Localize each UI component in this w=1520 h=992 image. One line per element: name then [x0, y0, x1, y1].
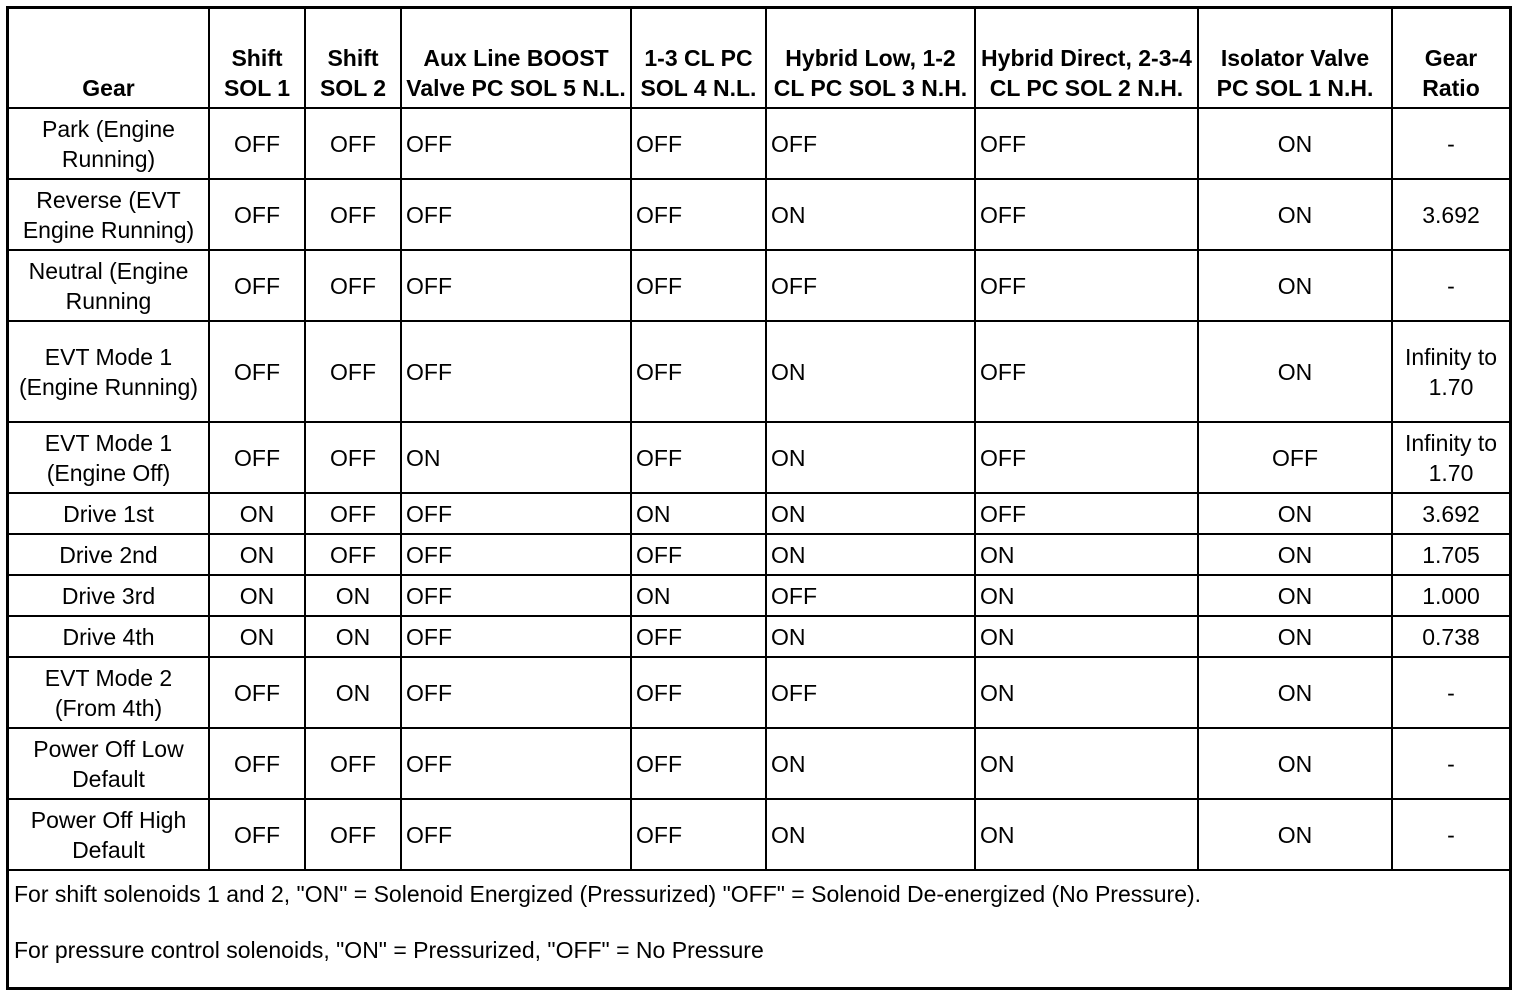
gear-cell: Drive 2nd [9, 534, 209, 575]
sol-3-cell: ON [766, 321, 975, 422]
gear-ratio-cell: 3.692 [1392, 493, 1509, 534]
gear-cell: Neutral (Engine Running [9, 250, 209, 321]
table-notes [9, 871, 1509, 965]
table-row [9, 422, 1509, 493]
sol-1-cell: OFF [1198, 422, 1392, 493]
gear-cell: Drive 3rd [9, 575, 209, 616]
shift-sol-2-cell: OFF [305, 250, 401, 321]
sol-5-cell: OFF [401, 657, 631, 728]
table-row [9, 799, 1509, 870]
sol-2-cell: OFF [975, 108, 1198, 179]
sol-2-cell: ON [975, 534, 1198, 575]
table-row [9, 575, 1509, 616]
sol-5-cell: OFF [401, 179, 631, 250]
table-row [9, 321, 1509, 422]
sol-1-cell: ON [1198, 575, 1392, 616]
shift-sol-1-cell: OFF [209, 422, 305, 493]
sol-4-cell: ON [631, 575, 766, 616]
sol-5-cell: OFF [401, 799, 631, 870]
gear-cell: EVT Mode 1 (Engine Off) [9, 422, 209, 493]
sol-4-cell: OFF [631, 250, 766, 321]
table-row [9, 493, 1509, 534]
gear-ratio-cell: 1.705 [1392, 534, 1509, 575]
sol-1-cell: ON [1198, 728, 1392, 799]
sol-3-cell: ON [766, 799, 975, 870]
sol-3-cell: ON [766, 422, 975, 493]
gear-cell: Power Off Low Default [9, 728, 209, 799]
shift-sol-1-cell: ON [209, 534, 305, 575]
shift-sol-1-cell: ON [209, 575, 305, 616]
shift-sol-2-cell: OFF [305, 108, 401, 179]
sol-4-cell: OFF [631, 657, 766, 728]
shift-sol-1-cell: OFF [209, 728, 305, 799]
gear-cell: EVT Mode 2 (From 4th) [9, 657, 209, 728]
gear-ratio-cell: 0.738 [1392, 616, 1509, 657]
sol-4-cell: OFF [631, 179, 766, 250]
gear-ratio-cell: - [1392, 728, 1509, 799]
shift-sol-1-cell: ON [209, 493, 305, 534]
sol-1-cell: ON [1198, 799, 1392, 870]
shift-sol-1-cell: OFF [209, 250, 305, 321]
header-aux-line-boost-sol-5: Aux Line BOOST Valve PC SOL 5 N.L. [401, 9, 631, 108]
shift-sol-2-cell: ON [305, 657, 401, 728]
sol-1-cell: ON [1198, 657, 1392, 728]
sol-5-cell: OFF [401, 493, 631, 534]
sol-2-cell: OFF [975, 493, 1198, 534]
table-row [9, 179, 1509, 250]
sol-4-cell: OFF [631, 422, 766, 493]
shift-sol-2-cell: OFF [305, 728, 401, 799]
shift-sol-1-cell: OFF [209, 108, 305, 179]
shift-sol-2-cell: ON [305, 575, 401, 616]
sol-1-cell: ON [1198, 534, 1392, 575]
sol-4-cell: OFF [631, 616, 766, 657]
shift-sol-1-cell: OFF [209, 179, 305, 250]
header-hybrid-low-sol-3: Hybrid Low, 1-2 CL PC SOL 3 N.H. [766, 9, 975, 108]
sol-4-cell: OFF [631, 108, 766, 179]
gear-cell: Power Off High Default [9, 799, 209, 870]
header-gear: Gear [9, 9, 209, 108]
gear-cell: Drive 4th [9, 616, 209, 657]
header-shift-sol-2: Shift SOL 2 [305, 9, 401, 108]
shift-sol-1-cell: OFF [209, 799, 305, 870]
sol-3-cell: ON [766, 728, 975, 799]
table-row [9, 616, 1509, 657]
shift-sol-2-cell: ON [305, 616, 401, 657]
sol-1-cell: ON [1198, 616, 1392, 657]
sol-3-cell: ON [766, 493, 975, 534]
sol-1-cell: ON [1198, 250, 1392, 321]
shift-sol-2-cell: OFF [305, 493, 401, 534]
sol-3-cell: ON [766, 534, 975, 575]
gear-cell: Drive 1st [9, 493, 209, 534]
sol-5-cell: OFF [401, 250, 631, 321]
gear-cell: Park (Engine Running) [9, 108, 209, 179]
header-row [9, 9, 1509, 108]
solenoid-table-frame [6, 6, 1512, 990]
gear-cell: EVT Mode 1 (Engine Running) [9, 321, 209, 422]
sol-2-cell: ON [975, 616, 1198, 657]
sol-2-cell: OFF [975, 179, 1198, 250]
sol-5-cell: OFF [401, 108, 631, 179]
header-gear-ratio: Gear Ratio [1392, 9, 1509, 108]
header-1-3-cl-pc-sol-4: 1-3 CL PC SOL 4 N.L. [631, 9, 766, 108]
sol-4-cell: OFF [631, 321, 766, 422]
header-isolator-valve-sol-1: Isolator Valve PC SOL 1 N.H. [1198, 9, 1392, 108]
shift-sol-1-cell: OFF [209, 321, 305, 422]
sol-4-cell: OFF [631, 534, 766, 575]
shift-solenoid-note: For shift solenoids 1 and 2, "ON" = Solenoid Energized (Pressurized) "OFF" = Solenoid De-energized (No Pressure). [14, 881, 1202, 907]
sol-2-cell: ON [975, 728, 1198, 799]
sol-2-cell: ON [975, 657, 1198, 728]
table-row [9, 728, 1509, 799]
table-row [9, 250, 1509, 321]
sol-3-cell: OFF [766, 657, 975, 728]
sol-3-cell: OFF [766, 575, 975, 616]
header-hybrid-direct-sol-2: Hybrid Direct, 2-3-4 CL PC SOL 2 N.H. [975, 9, 1198, 108]
sol-1-cell: ON [1198, 108, 1392, 179]
shift-sol-2-cell: OFF [305, 422, 401, 493]
sol-2-cell: OFF [975, 250, 1198, 321]
table-row [9, 534, 1509, 575]
gear-cell: Reverse (EVT Engine Running) [9, 179, 209, 250]
shift-sol-2-cell: OFF [305, 321, 401, 422]
sol-5-cell: OFF [401, 616, 631, 657]
shift-sol-2-cell: OFF [305, 179, 401, 250]
gear-ratio-cell: - [1392, 799, 1509, 870]
shift-sol-2-cell: OFF [305, 534, 401, 575]
sol-5-cell: ON [401, 422, 631, 493]
sol-5-cell: OFF [401, 575, 631, 616]
gear-ratio-cell: - [1392, 108, 1509, 179]
header-shift-sol-1: Shift SOL 1 [209, 9, 305, 108]
shift-sol-1-cell: ON [209, 616, 305, 657]
sol-4-cell: ON [631, 493, 766, 534]
sol-2-cell: ON [975, 799, 1198, 870]
solenoid-state-table [9, 9, 1509, 871]
sol-5-cell: OFF [401, 321, 631, 422]
sol-5-cell: OFF [401, 534, 631, 575]
sol-2-cell: OFF [975, 422, 1198, 493]
sol-3-cell: OFF [766, 250, 975, 321]
shift-sol-2-cell: OFF [305, 799, 401, 870]
sol-4-cell: OFF [631, 799, 766, 870]
gear-ratio-cell: Infinity to 1.70 [1392, 422, 1509, 493]
sol-3-cell: ON [766, 616, 975, 657]
sol-1-cell: ON [1198, 179, 1392, 250]
sol-3-cell: ON [766, 179, 975, 250]
gear-ratio-cell: 1.000 [1392, 575, 1509, 616]
sol-5-cell: OFF [401, 728, 631, 799]
sol-2-cell: ON [975, 575, 1198, 616]
pressure-control-note: For pressure control solenoids, "ON" = Pressurized, "OFF" = No Pressure [14, 937, 764, 963]
gear-ratio-cell: Infinity to 1.70 [1392, 321, 1509, 422]
table-row [9, 657, 1509, 728]
sol-2-cell: OFF [975, 321, 1198, 422]
gear-ratio-cell: - [1392, 657, 1509, 728]
shift-sol-1-cell: OFF [209, 657, 305, 728]
sol-1-cell: ON [1198, 493, 1392, 534]
sol-4-cell: OFF [631, 728, 766, 799]
gear-ratio-cell: - [1392, 250, 1509, 321]
table-row [9, 108, 1509, 179]
sol-3-cell: OFF [766, 108, 975, 179]
sol-1-cell: ON [1198, 321, 1392, 422]
gear-ratio-cell: 3.692 [1392, 179, 1509, 250]
